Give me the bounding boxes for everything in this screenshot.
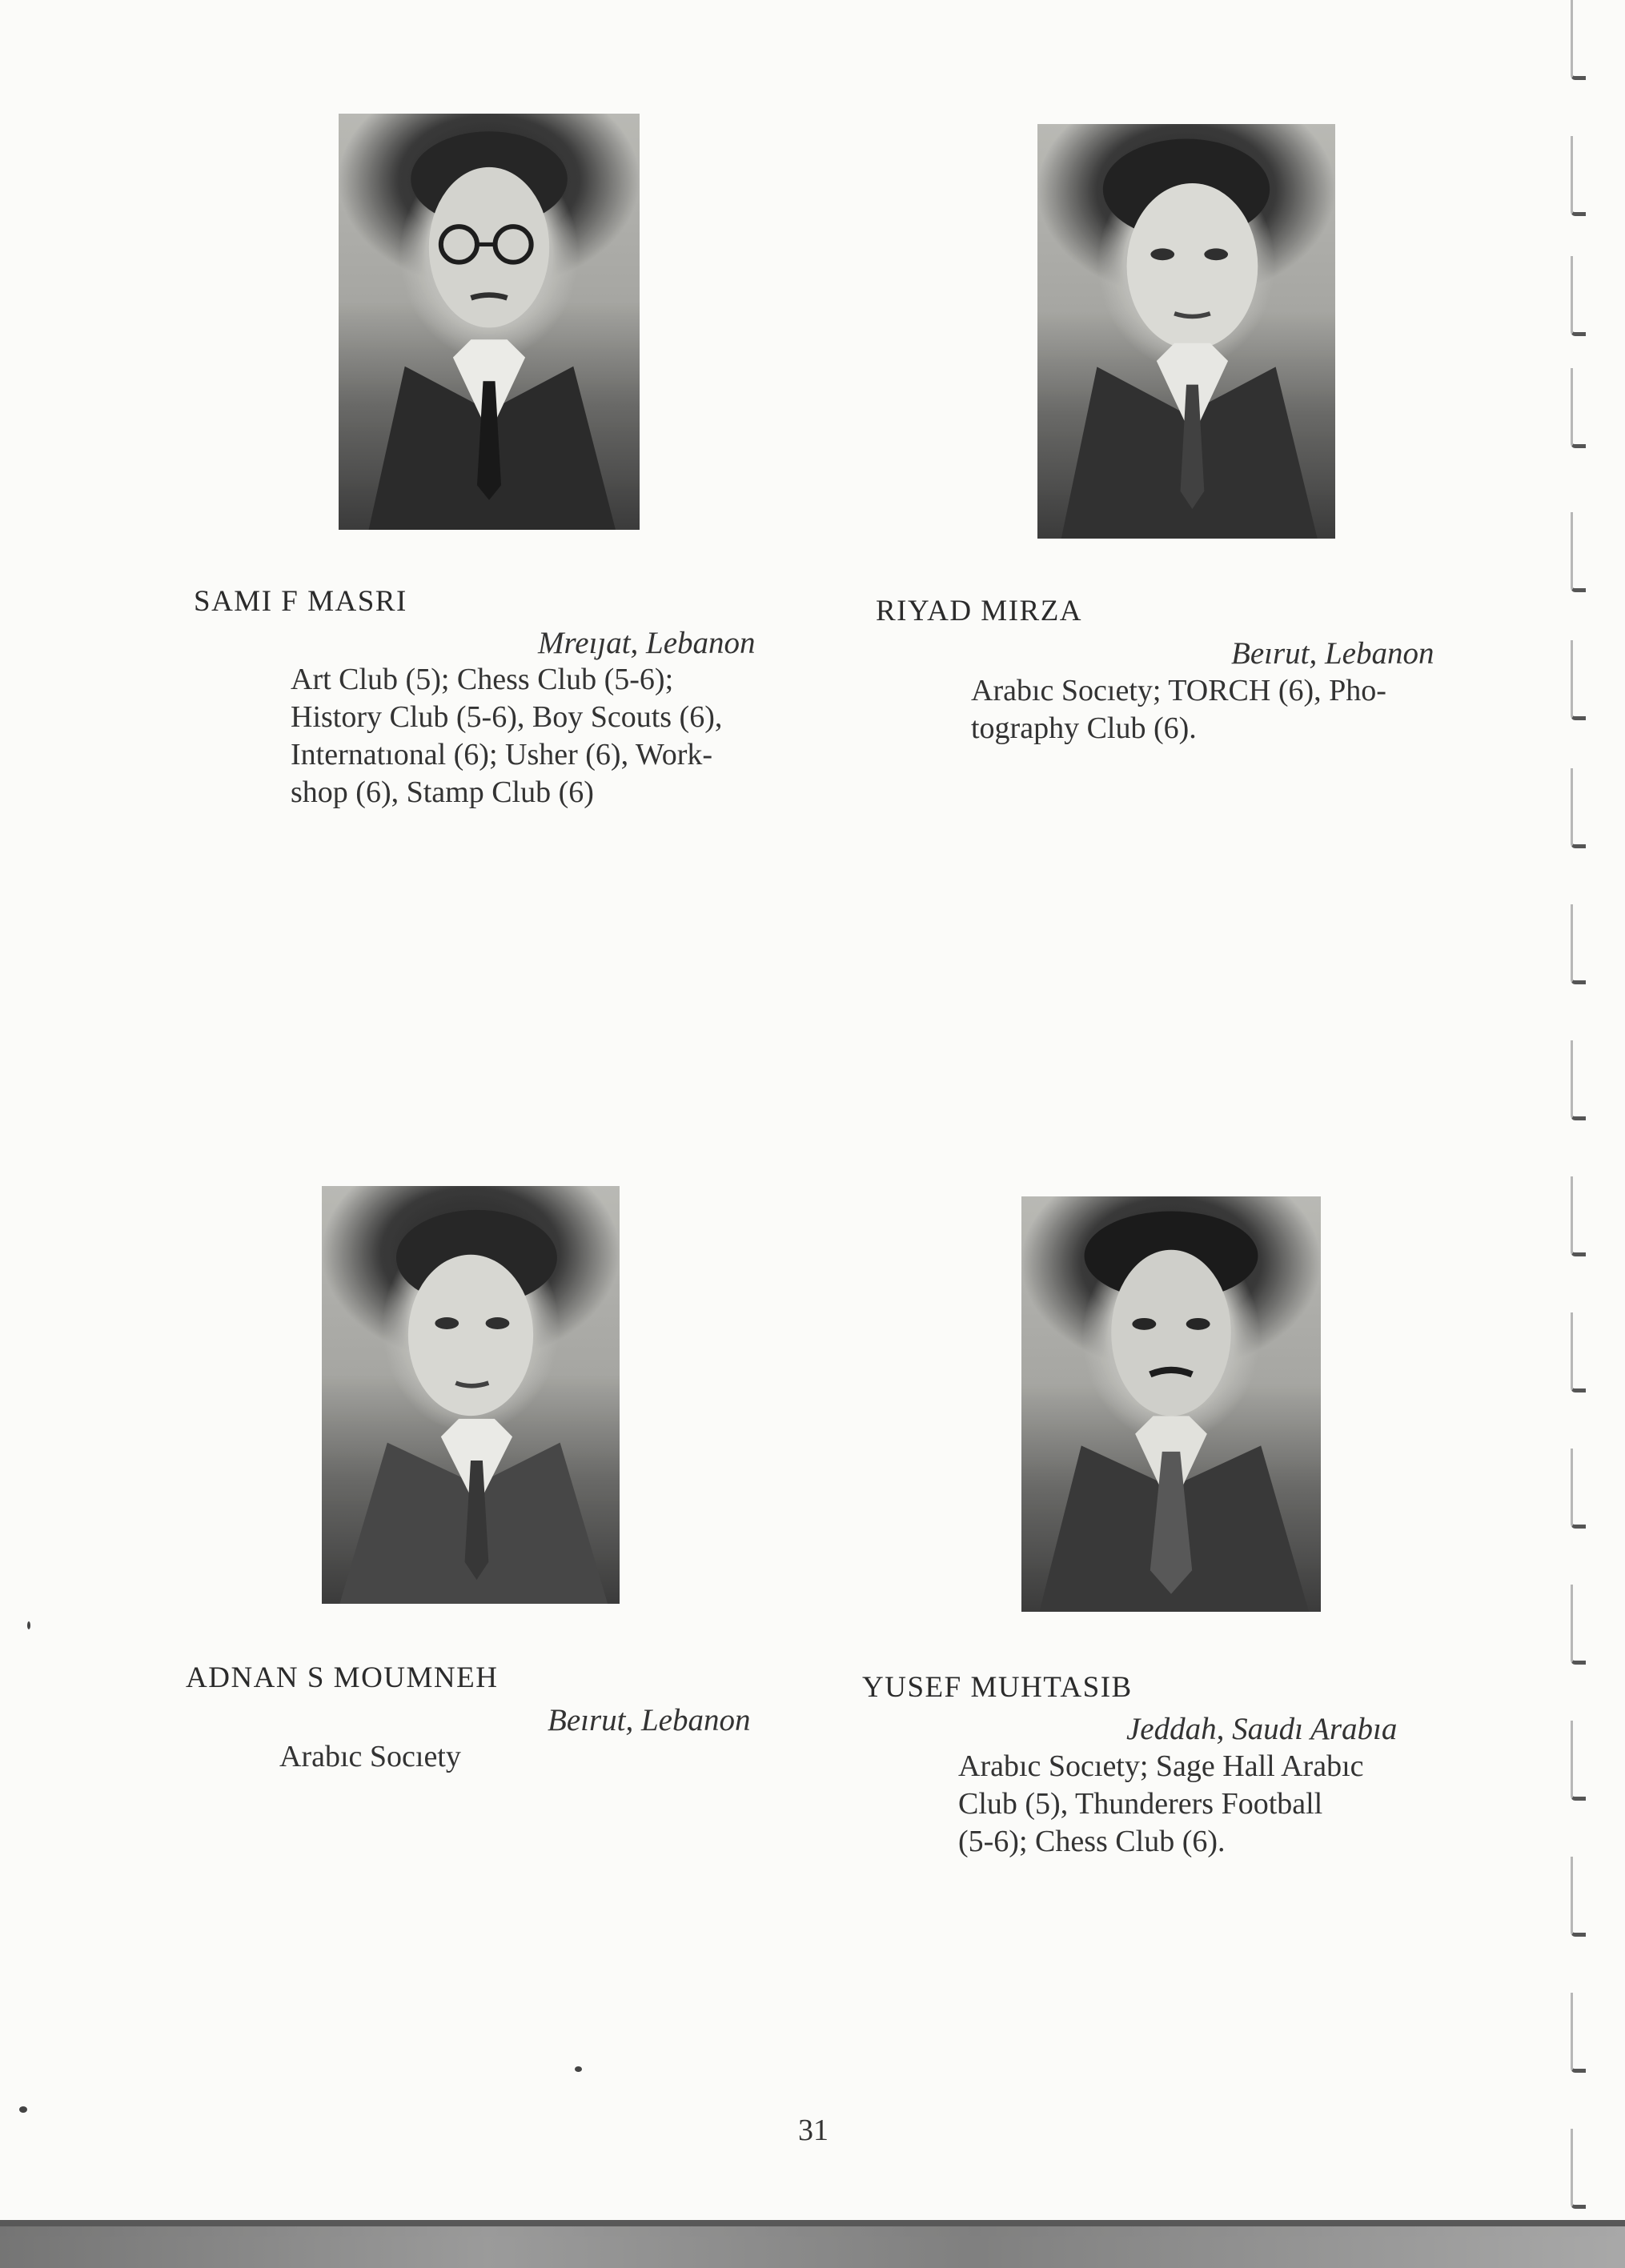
activities-list — [958, 1748, 1460, 1861]
hometown: Beırut, Lebanon — [548, 1703, 751, 1737]
activities-line: Internatıonal (6); Usher (6), Work- — [291, 738, 713, 771]
portrait-yusef-muhtasib — [1021, 1196, 1321, 1612]
activities-line: History Club (5-6), Boy Scouts (6), — [291, 700, 723, 734]
binder-mark — [1571, 1449, 1586, 1529]
activities-list — [971, 672, 1467, 747]
scan-speck — [575, 2066, 582, 2072]
activities-list — [279, 1738, 600, 1776]
activities-line: Arabıc Socıety; Sage Hall Arabıc — [958, 1749, 1364, 1783]
binder-mark — [1571, 1312, 1586, 1392]
binder-mark — [1571, 640, 1586, 720]
student-name: YUSEF MUHTASIB — [862, 1671, 1133, 1704]
activities-line: tography Club (6). — [971, 711, 1197, 745]
activities-line: Arabıc Socıety — [279, 1740, 461, 1773]
scan-edge-strip — [0, 2220, 1625, 2268]
student-name: ADNAN S MOUMNEH — [186, 1661, 499, 1694]
binder-mark — [1571, 1585, 1586, 1665]
binder-mark — [1571, 512, 1586, 592]
binder-margin-marks — [1529, 0, 1625, 2268]
hometown: Mreıȷat, Lebanon — [538, 626, 756, 660]
binder-mark — [1571, 1993, 1586, 2073]
activities-line: (5-6); Chess Club (6). — [958, 1825, 1226, 1858]
activities-line: Art Club (5); Chess Club (5-6); — [291, 663, 674, 696]
binder-mark — [1571, 1721, 1586, 1801]
binder-mark — [1571, 1176, 1586, 1256]
hometown: Jeddah, Saudı Arabıa — [1126, 1712, 1398, 1746]
activities-line: Club (5), Thunderers Football — [958, 1787, 1323, 1821]
portrait-riyad-mirza — [1037, 124, 1335, 539]
binder-mark — [1571, 256, 1586, 336]
page-number: 31 — [798, 2114, 829, 2147]
binder-mark — [1571, 136, 1586, 216]
binder-mark — [1571, 1040, 1586, 1120]
binder-mark — [1571, 1857, 1586, 1937]
portrait-sami-masri — [339, 114, 640, 530]
binder-mark — [1571, 368, 1586, 448]
binder-mark — [1571, 2129, 1586, 2209]
binder-mark — [1571, 904, 1586, 984]
hometown: Beırut, Lebanon — [1231, 636, 1434, 671]
activities-list — [291, 661, 787, 811]
student-name: RIYAD MIRZA — [876, 595, 1083, 627]
scan-speck — [27, 1621, 30, 1629]
scan-speck — [19, 2106, 27, 2113]
portrait-adnan-moumneh — [322, 1186, 620, 1604]
activities-line: Arabıc Socıety; TORCH (6), Pho- — [971, 674, 1386, 707]
activities-line: shop (6), Stamp Club (6) — [291, 775, 594, 809]
student-name: SAMI F MASRI — [194, 585, 407, 618]
binder-mark — [1571, 768, 1586, 848]
binder-mark — [1571, 0, 1586, 80]
